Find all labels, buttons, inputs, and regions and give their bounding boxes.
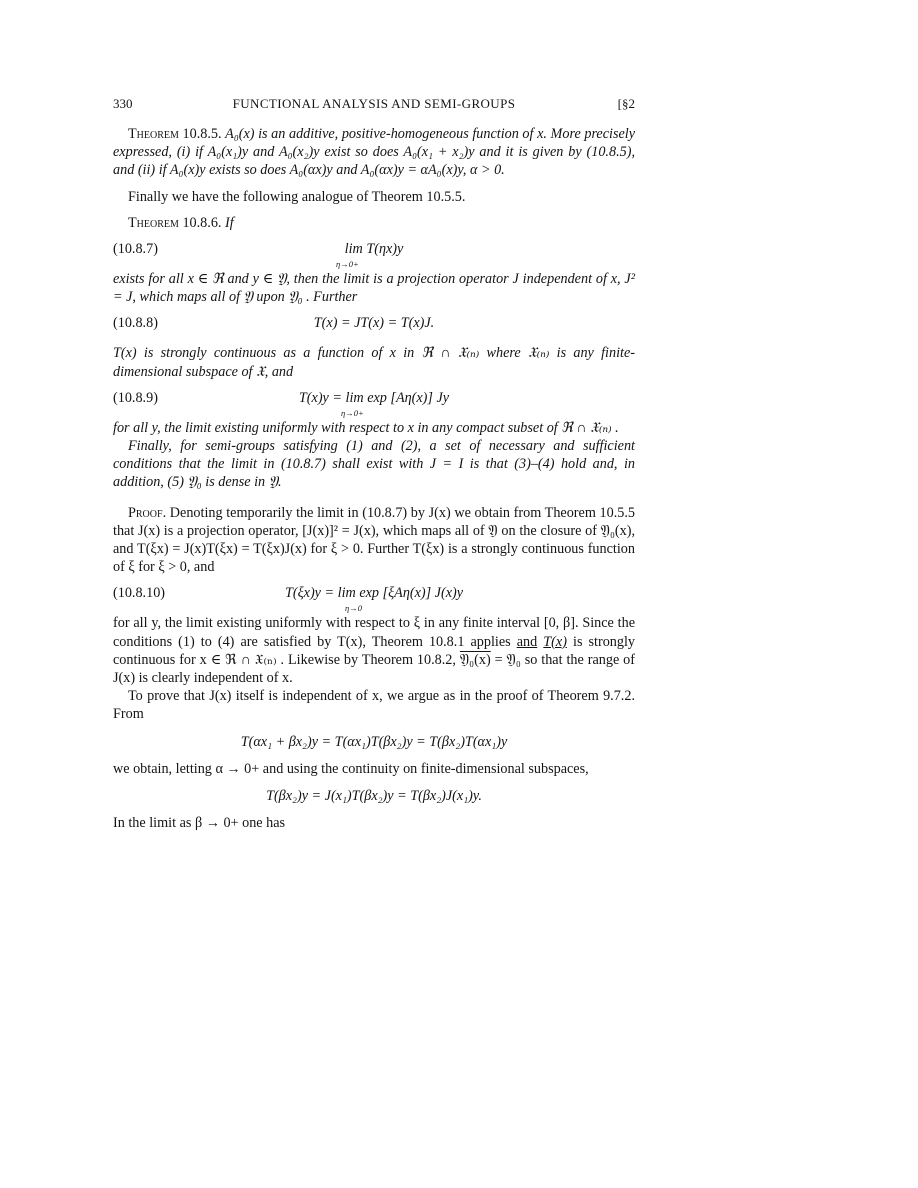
theorem-10-8-6 (113, 214, 635, 232)
underlined-tx: T(x) (543, 633, 567, 650)
theorem-number: 10.8.5. (182, 126, 222, 142)
text-run: = 𝔜₀ so that the range of J(x) is clearly independent of x. (113, 651, 635, 687)
book-page (113, 95, 635, 832)
paragraph-uniformly (113, 614, 635, 687)
paragraph-strongly-continuous: T(x) is strongly continuous as a function of x in ℜ ∩ 𝔛₍ₙ₎ where 𝔛₍ₙ₎ is any finite-dimensional subspace of 𝔛, and (113, 345, 635, 380)
theorem-label: Theorem (128, 214, 179, 231)
paragraph-exists: exists for all x ∈ ℜ and y ∈ 𝔜, then the limit is a projection operator J independent of x, J² = J, which maps all of 𝔜 upon 𝔜₀ . Further (113, 271, 635, 306)
paragraph-finally: Finally we have the following analogue of Theorem 10.5.5. (128, 188, 466, 205)
text-run: for all y, the limit existing uniformly with respect to ξ in any finite interval [0, β]. Since the conditions (1) to (4) are satisfied by T(x), Theorem 10.8.1 applies (113, 615, 635, 650)
equation-body: T(x)y = lim exp [Aη(x)] Jy (298, 389, 450, 406)
paragraph-necessary-sufficient: Finally, for semi-groups satisfying (1) and (2), a set of necessary and sufficient conditions that the limit in (10.8.7) shall exist with J = I is that (3)–(4) hold and, in addition, (5) 𝔜₀ is dense in 𝔜. (113, 438, 635, 491)
theorem-10-8-5 (113, 125, 635, 180)
running-title: FUNCTIONAL ANALYSIS AND SEMI-GROUPS (232, 96, 516, 111)
equation-label: (10.8.10) (113, 585, 166, 602)
equation-body: T(x) = JT(x) = T(x)J. (313, 315, 435, 332)
running-header (113, 95, 635, 115)
equation-10-8-7 (113, 240, 635, 270)
limit-subscript: η→0 (345, 603, 362, 614)
theorem-lead: If (225, 214, 234, 231)
underlined-and: and (516, 633, 538, 650)
proof-text: Denoting temporarily the limit in (10.8.7) by J(x) we obtain from Theorem 10.5.5 that J(x) is a projection operator, [J(x)]² = J(x), which maps all of 𝔜 on the closure of 𝔜₀(x), and T(ξx) = J(x)T(ξx) = T(ξx)J(x) for ξ > 0. Further T(ξx) is a strongly continuous function of ξ for ξ > 0, and (113, 504, 635, 576)
proof-label: Proof. (128, 504, 167, 521)
equation-label: (10.8.7) (113, 241, 158, 258)
equation-body: lim T(ηx)y (344, 241, 404, 258)
equation-10-8-10 (113, 584, 635, 614)
text-run: is strongly continuous for x ∈ ℜ ∩ 𝔛₍ₙ₎ . Likewise by Theorem 10.8.2, (113, 633, 636, 668)
equation-body: T(ξx)y = lim exp [ξAη(x)] J(x)y (284, 585, 464, 602)
equation-commutativity: T(αx₁ + βx₂)y = T(αx₁)T(βx₂)y = T(βx₂)T(αx₁)y (240, 733, 508, 750)
page-number: 330 (113, 96, 133, 111)
proof-paragraph (113, 504, 635, 577)
paragraph-letting-alpha: we obtain, letting α → 0+ and using the continuity on finite-dimensional subspaces, (113, 760, 589, 777)
section-marker: [§2 (617, 96, 635, 111)
equation-label: (10.8.8) (113, 315, 158, 332)
equation-label: (10.8.9) (113, 389, 158, 406)
paragraph-in-the-limit: In the limit as β → 0+ one has (113, 815, 286, 832)
limit-subscript: η→0+ (336, 259, 359, 270)
limit-subscript: η→0+ (341, 407, 364, 418)
paragraph-to-prove: To prove that J(x) itself is independent of x, we argue as in the proof of Theorem 9.7.2. From (113, 688, 635, 723)
paragraph-for-all-y: for all y, the limit existing uniformly with respect to x in any compact subset of ℜ ∩ 𝔛₍ₙ₎ . (113, 419, 619, 436)
theorem-number: 10.8.6. (182, 214, 222, 231)
closure-y0x: 𝔜₀(x) (459, 651, 491, 668)
equation-limit-j: T(βx₂)y = J(x₁)T(βx₂)y = T(βx₂)J(x₁)y. (266, 788, 482, 805)
equation-10-8-8 (113, 314, 635, 336)
equation-10-8-9 (113, 389, 635, 418)
theorem-text: A₀(x) is an additive, positive-homogeneous function of x. More precisely expressed, (i) if A₀(x₁)y and A₀(x₂)y exist so does A₀(x₁ + x₂)y and it is given by (10.8.5), and (ii) if A₀(x)y exists so does A₀(αx)y and A₀(αx)y = αA₀(x)y, α > 0. (113, 126, 636, 179)
theorem-label: Theorem (128, 126, 179, 142)
